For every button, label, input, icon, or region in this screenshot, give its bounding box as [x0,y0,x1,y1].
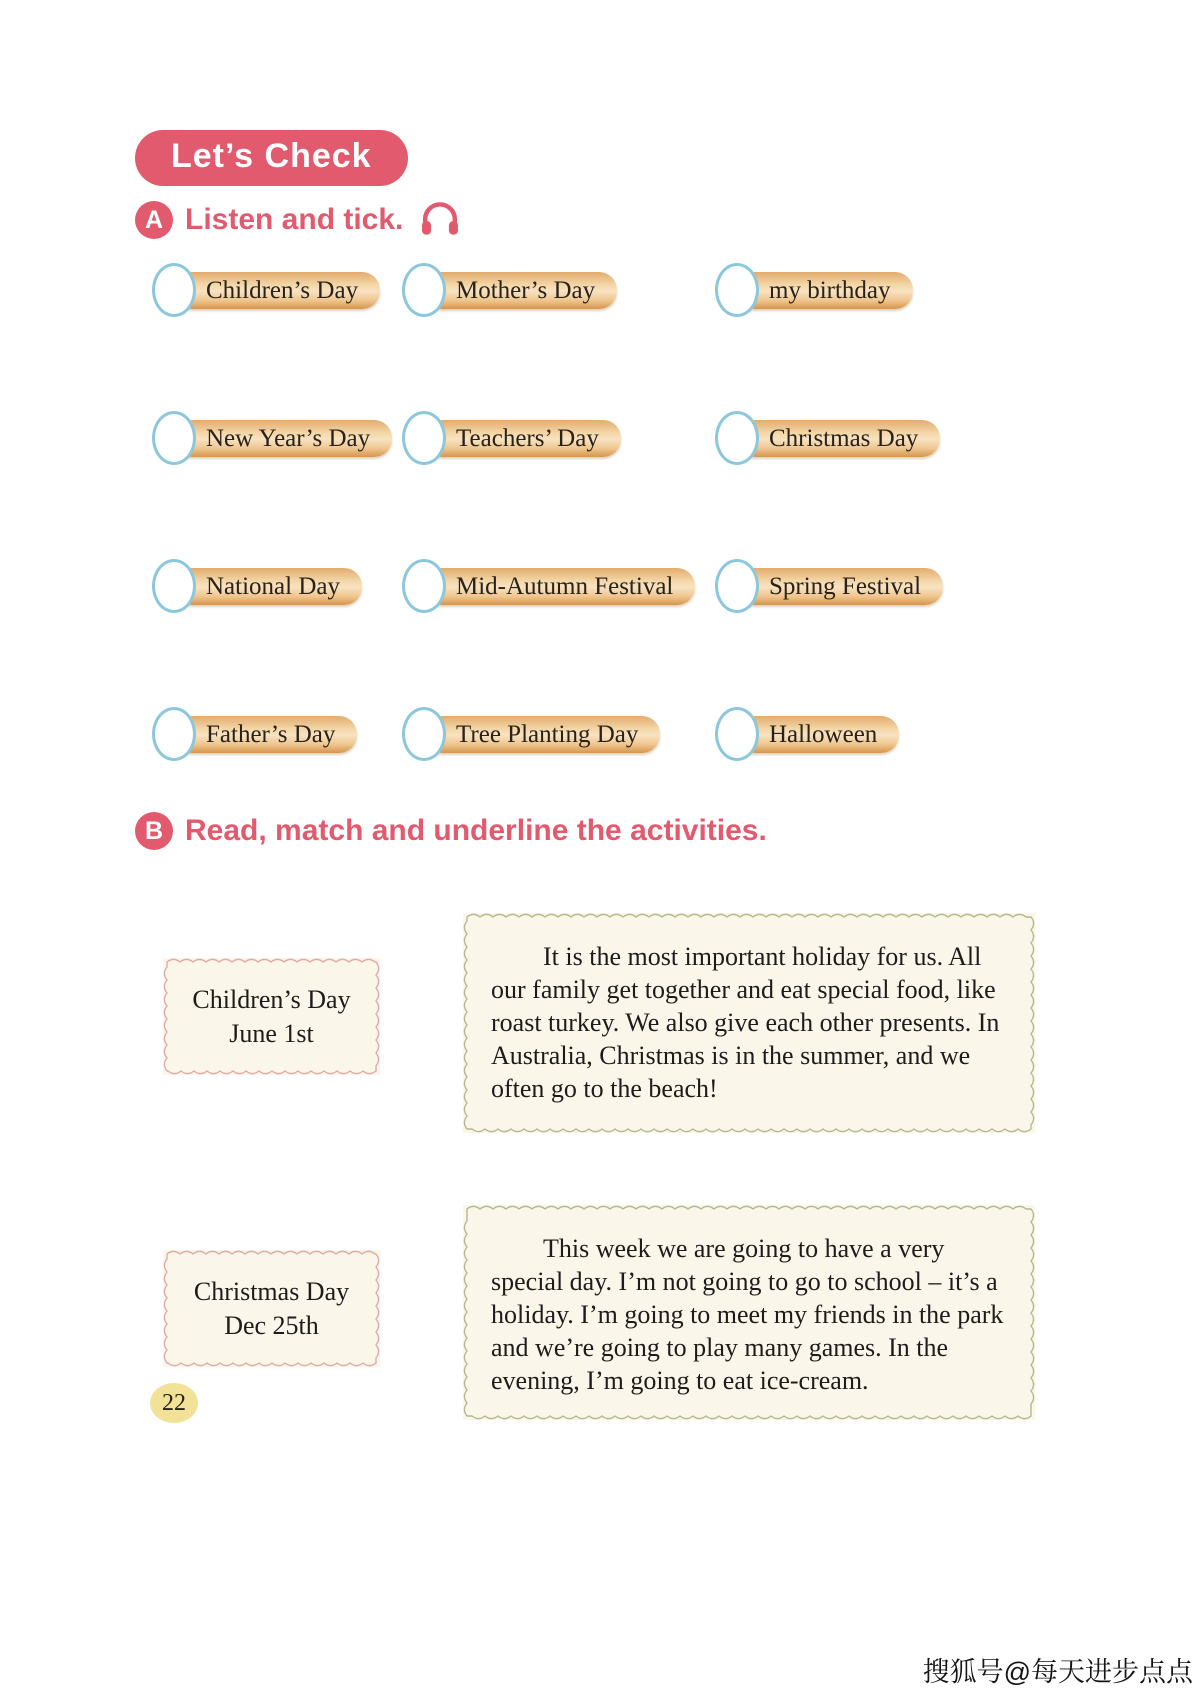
tick-circle[interactable] [402,263,446,317]
tick-circle[interactable] [152,411,196,465]
option-label: National Day [174,568,362,605]
option-label: New Year’s Day [174,420,392,457]
option-my-birthday [715,262,1072,318]
option-mid-autumn-festival [402,558,715,614]
option-childrens-day [152,262,402,318]
options-row [152,558,1072,614]
option-label: Tree Planting Day [424,716,660,753]
watermark-text: 搜狐号@每天进步点点 [922,1657,1193,1687]
section-a-heading [135,195,461,245]
page-title: Let’s Check [135,130,408,186]
match-card-line2: Dec 25th [224,1310,319,1340]
option-label: my birthday [737,272,913,309]
match-card-line1: Children’s Day [192,984,351,1014]
tick-circle[interactable] [715,411,759,465]
tick-circle[interactable] [152,707,196,761]
options-grid [152,262,1072,854]
section-b-heading [135,812,767,850]
options-row [152,706,1072,762]
tick-circle[interactable] [402,559,446,613]
tick-circle[interactable] [402,707,446,761]
option-teachers-day [402,410,715,466]
option-tree-planting-day [402,706,715,762]
option-label: Mother’s Day [424,272,617,309]
tick-circle[interactable] [402,411,446,465]
option-fathers-day [152,706,402,762]
option-label: Mid-Autumn Festival [424,568,695,605]
page-number: 22 [162,1389,186,1416]
match-card-line2: June 1st [229,1018,314,1048]
section-b-heading-label: Read, match and underline the activities. [185,814,767,847]
passage-text: It is the most important holiday for us. All our family get together and eat special food, like roast turkey. We also give each other presents. In Australia, Christmas is in the summer, and we often go to the beach! [491,942,1000,1103]
option-label: Teachers’ Day [424,420,621,457]
match-card-christmas-day[interactable] [163,1250,380,1367]
options-row [152,262,1072,318]
tick-circle[interactable] [152,263,196,317]
option-new-years-day [152,410,402,466]
tick-circle[interactable] [152,559,196,613]
headphones-icon [419,199,461,245]
tick-circle[interactable] [715,559,759,613]
option-label: Spring Festival [737,568,943,605]
tick-circle[interactable] [715,707,759,761]
match-card-line1: Christmas Day [193,1276,350,1306]
match-card-childrens-day[interactable] [163,958,380,1075]
option-label: Halloween [737,716,899,753]
option-halloween [715,706,1072,762]
option-christmas-day [715,410,1072,466]
option-national-day [152,558,402,614]
passage-special-day [463,1205,1035,1420]
section-b-badge: B [135,812,173,850]
section-a-badge: A [135,201,173,239]
option-label: Children’s Day [174,272,380,309]
passage-christmas [463,913,1035,1133]
options-row [152,410,1072,466]
tick-circle[interactable] [715,263,759,317]
option-label: Christmas Day [737,420,940,457]
passage-text: This week we are going to have a very special day. I’m not going to go to school – it’s a holiday. I’m going to meet my friends in the park and we’re going to play many games. In the evening, I’m going to eat ice-cream. [491,1234,1004,1395]
page-number-badge [150,1383,198,1423]
option-label: Father’s Day [174,716,357,753]
option-mothers-day [402,262,715,318]
option-spring-festival [715,558,1072,614]
section-a-heading-label: Listen and tick. [185,203,404,236]
